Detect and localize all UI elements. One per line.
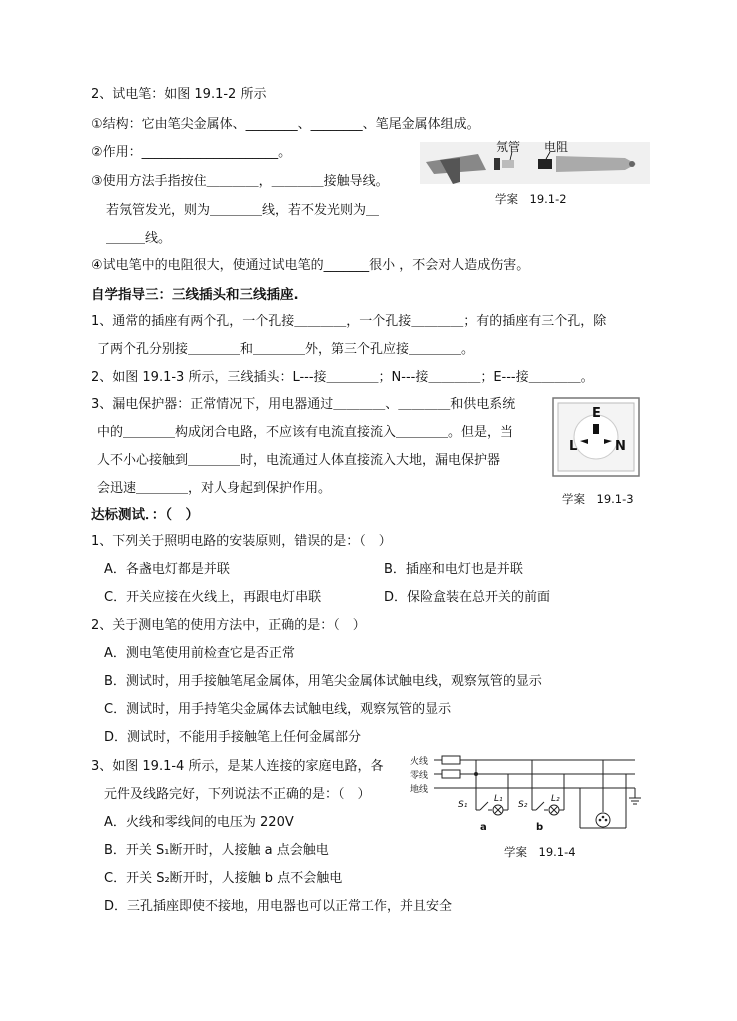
test-q1-option-c: C．开关应接在火线上，再跟电灯串联 (104, 590, 322, 605)
circuit-label-s2: S₂ (518, 800, 528, 810)
pen-structure-line: ①结构：它由笔尖金属体、________、________、笔尾金属体组成。 (91, 117, 480, 132)
test-pen-figure (420, 140, 650, 205)
test-heading: 达标测试．：（ ） (91, 507, 199, 523)
pen-resistor-line: ④试电笔中的电阻很大，使通过试电笔的_______很小 ，不会对人造成伤害。 (91, 258, 530, 273)
neon-tube (502, 160, 514, 168)
circuit-label-fire: 火线 (410, 757, 429, 767)
pen-usage-line-3: ＿＿＿线。 (106, 231, 172, 246)
pen-section-title: 2、试电笔：如图 19.1-2 所示 (91, 87, 267, 102)
test-q1-option-a: A．各盏电灯都是并联 (104, 562, 230, 577)
resistor (538, 159, 552, 169)
circuit-label-a: a (480, 822, 487, 833)
test-q3: 3、如图 19.1-4 所示，是某人连接的家庭电路，各 (91, 759, 384, 774)
leakage-line: 3、漏电保护器：正常情况下，用电器通过＿＿＿＿、＿＿＿＿和供电系统 (91, 397, 516, 412)
socket-q1-line-2: 了两个孔分别接＿＿＿＿和＿＿＿＿外，第三个孔应接＿＿＿＿。 (97, 342, 475, 357)
test-q1: 1、下列关于照明电路的安装原则，错误的是：（ ） (91, 534, 392, 549)
socket-label-n: N (615, 439, 626, 454)
circuit-diagram (410, 750, 655, 842)
fuse-fire (442, 756, 460, 764)
guide-three-heading: 自学指导三：三线插头和三线插座. (91, 287, 299, 303)
pen-function-line: ②作用：_____________________。 (91, 145, 292, 160)
pen-body (556, 156, 636, 172)
pen-label-neon: 氖管 (496, 140, 521, 154)
pen-usage-line: ③使用方法手指按住＿＿＿＿，＿＿＿＿接触导线。 (91, 174, 389, 189)
pen-label-resistor: 电阻 (544, 140, 569, 154)
socket-symbol (596, 813, 610, 827)
circuit-label-ground: 地线 (410, 785, 429, 795)
socket-q2-line: 2、如图 19.1-3 所示，三线插头：L---接＿＿＿＿；N---接＿＿＿＿；E---接＿＿＿＿。 (91, 370, 594, 385)
test-q3-option-b: B．开关 S₁断开时，人接触 a 点会触电 (104, 843, 329, 858)
circuit-label-zero: 零线 (410, 771, 429, 781)
circuit-label-l2: L₂ (551, 794, 560, 804)
test-q2-option-a: A．测电笔使用前检查它是否正常 (104, 646, 295, 661)
test-q3-line-2: 元件及线路完好，下列说法不正确的是：（ ） (104, 787, 371, 802)
test-q2-option-c: C．测试时，用手持笔尖金属体去试触电线，观察氖管的显示 (104, 702, 452, 717)
circuit-label-l1: L₁ (494, 794, 503, 804)
test-q3-option-d: D．三孔插座即使不接地，用电器也可以正常工作，并且安全 (104, 899, 453, 914)
test-q2-option-b: B．测试时，用手接触笔尾金属体，用笔尖金属体试触电线，观察氖管的显示 (104, 674, 542, 689)
fuse-zero (442, 770, 460, 778)
socket-label-l: L (569, 439, 578, 454)
test-q1-option-d: D．保险盒装在总开关的前面 (384, 590, 551, 605)
test-q3-option-c: C．开关 S₂断开时，人接触 b 点不会触电 (104, 871, 343, 886)
socket-figure (552, 397, 642, 512)
leakage-line-2: 中的＿＿＿＿构成闭合电路，不应该有电流直接流入＿＿＿＿。但是，当 (97, 425, 514, 440)
test-q2-option-d: D．测试时，不能用手接触笔上任何金属部分 (104, 730, 362, 745)
pen-caption: 学案 19.1-2 (495, 192, 567, 206)
test-q2: 2、关于测电笔的使用方法中，正确的是：（ ） (91, 618, 366, 633)
circuit-caption: 学案 19.1-4 (504, 845, 576, 859)
socket-label-e: E (592, 406, 601, 421)
pen-usage-line-2: 若氖管发光，则为＿＿＿＿线，若不发光则为＿ (106, 203, 380, 218)
test-q3-option-a: A．火线和零线间的电压为 220V (104, 815, 294, 830)
circuit-label-b: b (536, 822, 544, 833)
test-q1-option-b: B．插座和电灯也是并联 (384, 562, 523, 577)
leakage-line-4: 会迅速＿＿＿＿，对人身起到保护作用。 (97, 481, 332, 496)
circuit-figure (410, 750, 655, 862)
socket-caption: 学案 19.1-3 (562, 492, 634, 506)
socket-q1-line: 1、通常的插座有两个孔，一个孔接＿＿＿＿，一个孔接＿＿＿＿；有的插座有三个孔，除 (91, 314, 607, 329)
circuit-label-s1: S₁ (458, 800, 468, 810)
leakage-line-3: 人不小心接触到＿＿＿＿时，电流通过人体直接流入大地，漏电保护器 (97, 453, 501, 468)
